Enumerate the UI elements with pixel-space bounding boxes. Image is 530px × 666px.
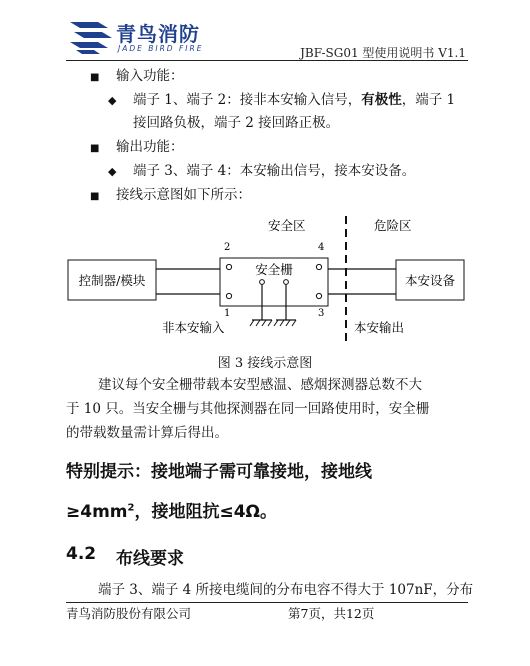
section-title: 布线要求 xyxy=(116,549,184,569)
input-item-line1 xyxy=(133,90,455,110)
controller-label: 控制器/模块 xyxy=(78,273,146,288)
zone-safe-label: 安全区 xyxy=(268,218,306,233)
terminal-4-label: 4 xyxy=(318,242,325,253)
special-notice-line-2 xyxy=(66,497,277,522)
ground-symbol-icon xyxy=(274,320,296,326)
is-output-label: 本安输出 xyxy=(354,320,405,335)
non-is-input-label: 非本安输入 xyxy=(162,320,225,335)
barrier-label: 安全栅 xyxy=(255,262,293,277)
recommend-line-2: 于 10 只。当安全栅与其他探测器在同一回路使用时，安全栅 xyxy=(66,401,430,417)
wiring-diagram xyxy=(66,214,466,344)
recommend-line-1: 建议每个安全栅带载本安型感温、感烟探测器总数不大 xyxy=(98,377,422,393)
figure-caption: 图 3 接线示意图 xyxy=(217,356,313,371)
company-logo xyxy=(68,12,228,60)
terminal-4 xyxy=(316,264,321,269)
input-heading: 输入功能： xyxy=(116,68,184,84)
special-notice-line-1: 特别提示：接地端子需可靠接地，接地线 xyxy=(66,462,372,482)
input-item-line2: 接回路负极，端子 2 接回路正极。 xyxy=(133,115,340,131)
ground-terminal xyxy=(284,280,289,285)
terminal-3 xyxy=(316,293,321,298)
terminal-2 xyxy=(226,264,231,269)
output-item: 端子 3、端子 4：本安输出信号，接本安设备。 xyxy=(133,163,416,179)
footer-divider xyxy=(66,602,468,603)
output-heading: 输出功能： xyxy=(116,139,184,155)
terminal-3-label: 3 xyxy=(318,308,325,319)
input-item-text-b: ，端子 1 xyxy=(401,92,456,108)
zone-danger-label: 危险区 xyxy=(374,218,412,233)
terminal-1-label: 1 xyxy=(224,308,231,319)
header-divider xyxy=(66,60,468,61)
input-item-text-a: 端子 1、端子 2：接非本安输入信号， xyxy=(133,92,362,108)
footer-page-number: 第7页，共12页 xyxy=(288,606,375,621)
logo-chinese-text: 青鸟消防 xyxy=(116,22,200,46)
section-number: 4.2 xyxy=(66,544,97,564)
square-bullet-icon: ■ xyxy=(90,191,100,202)
device-label: 本安设备 xyxy=(404,273,456,288)
jade-bird-logo-icon xyxy=(68,18,112,56)
square-bullet-icon: ■ xyxy=(90,143,100,154)
special-notice-text-a: ≥4mm xyxy=(66,502,128,522)
footer-company: 青鸟消防股份有限公司 xyxy=(66,606,192,621)
square-bullet-icon: ■ xyxy=(90,72,100,83)
recommend-line-3: 的带载数量需计算后得出。 xyxy=(66,425,228,441)
logo-english-text: JADE BIRD FIRE xyxy=(118,44,204,53)
terminal-1 xyxy=(226,293,231,298)
special-notice-text-b: ，接地阻抗≤4Ω。 xyxy=(134,502,278,522)
ground-symbol-icon xyxy=(250,320,272,326)
terminal-2-label: 2 xyxy=(224,242,231,253)
diamond-bullet-icon: ◆ xyxy=(108,165,117,178)
document-title: JBF-SG01 型使用说明书 V1.1 xyxy=(300,46,466,60)
superscript: 2 xyxy=(127,502,135,514)
ground-terminal xyxy=(260,280,265,285)
wiring-heading: 接线示意图如下所示： xyxy=(116,187,251,203)
body-last-line: 端子 3、端子 4 所接电缆间的分布电容不得大于 107nF，分布 xyxy=(98,582,474,598)
polarity-emphasis: 有极性 xyxy=(361,92,402,108)
diamond-bullet-icon: ◆ xyxy=(108,94,117,107)
